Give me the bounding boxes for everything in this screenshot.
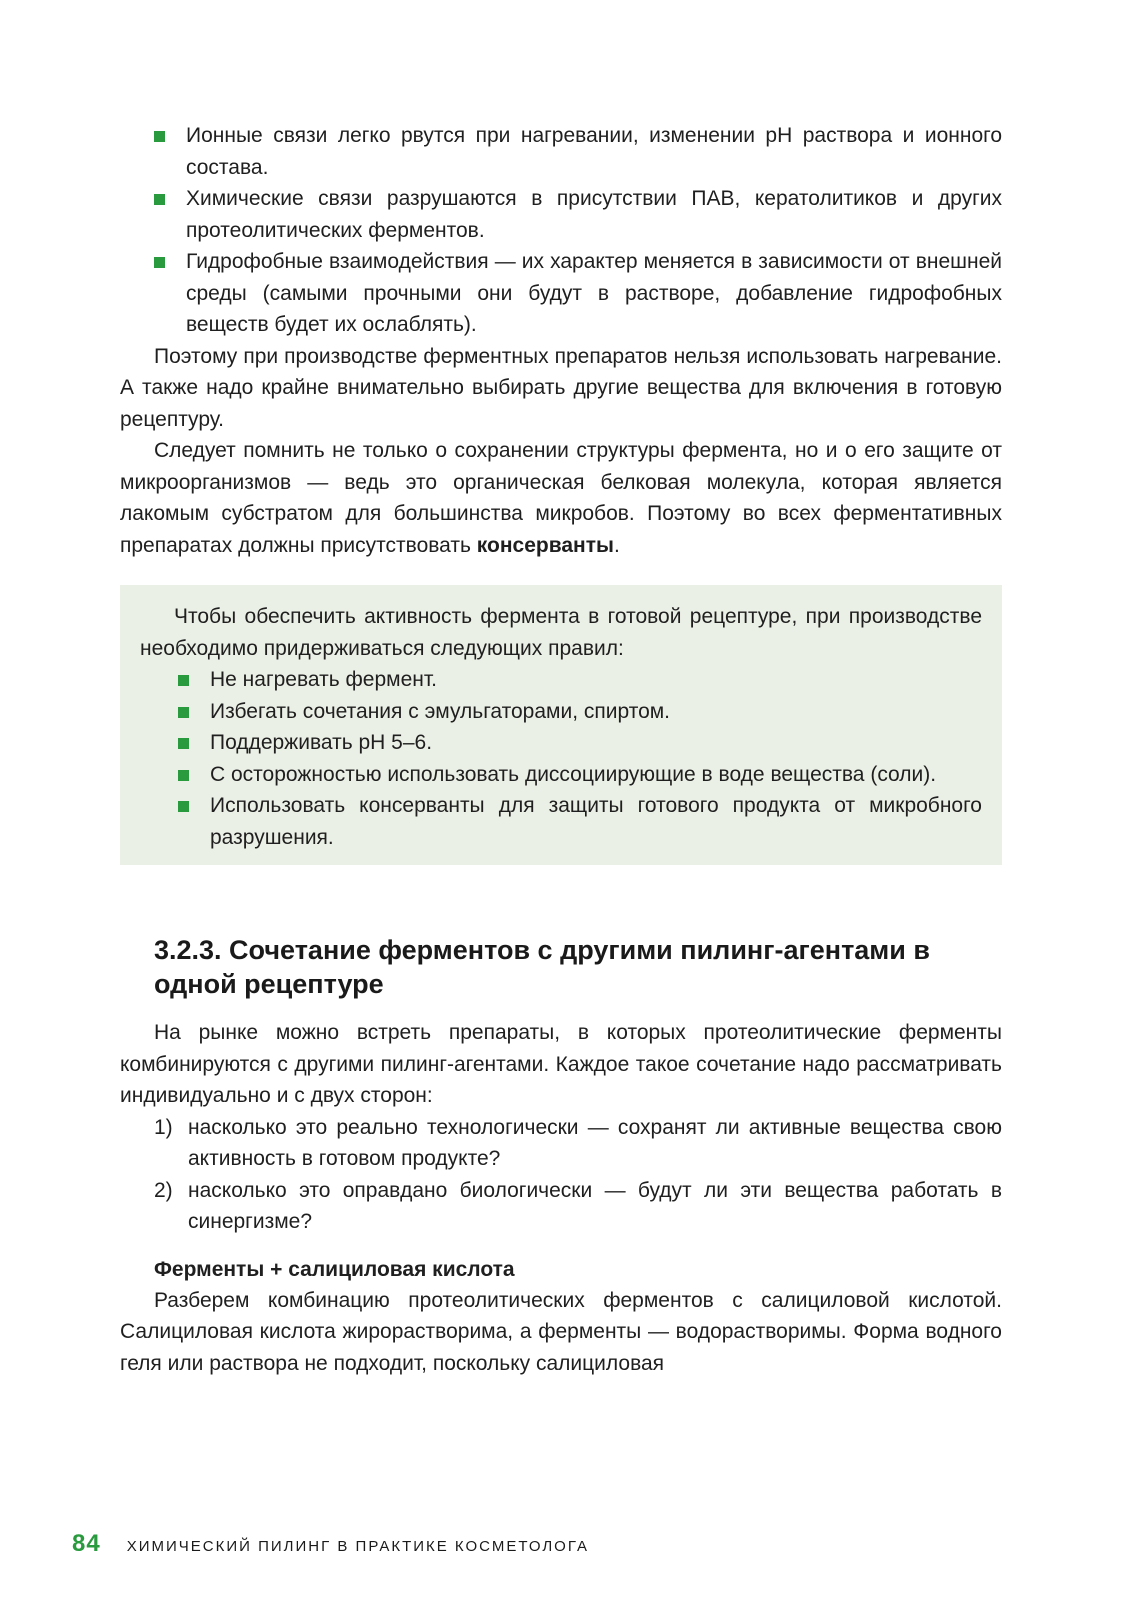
- section-heading: 3.2.3. Сочетание ферментов с другими пилинг-агентами в одной рецептуре: [154, 935, 930, 999]
- list-item: Поддерживать pH 5–6.: [140, 727, 982, 759]
- square-bullet-icon: [178, 770, 189, 781]
- numbered-list: [120, 1112, 1002, 1238]
- square-bullet-icon: [178, 675, 189, 686]
- list-item: Использовать консерванты для защиты готового продукта от микробного разрушения.: [140, 790, 982, 853]
- list-item: 1) насколько это реально технологически — сохранят ли активные вещества свою активность в готовом продукте?: [120, 1112, 1002, 1175]
- section-body: [120, 1017, 1002, 1379]
- rules-list: [140, 664, 982, 853]
- list-number: 1): [154, 1115, 173, 1139]
- list-item: Ионные связи легко рвутся при нагревании, изменении pH раствора и ионного состава.: [120, 120, 1002, 183]
- list-item: 2) насколько это оправдано биологически — будут ли эти вещества работать в синергизме?: [120, 1175, 1002, 1238]
- paragraph-heating: Поэтому при производстве ферментных препаратов нельзя использовать нагревание. А также надо крайне внимательно выбирать другие вещества для включения в готовую рецептуру.: [120, 344, 1002, 431]
- bold-term-preservatives: консерванты: [476, 533, 614, 557]
- page-footer: [72, 1530, 589, 1558]
- list-number: 2): [154, 1178, 173, 1202]
- square-bullet-icon: [178, 738, 189, 749]
- running-title: ХИМИЧЕСКИЙ ПИЛИНГ В ПРАКТИКЕ КОСМЕТОЛОГА: [126, 1538, 589, 1555]
- square-bullet-icon: [178, 801, 189, 812]
- list-item: Избегать сочетания с эмульгаторами, спиртом.: [140, 696, 982, 728]
- square-bullet-icon: [154, 257, 165, 268]
- list-item: Химические связи разрушаются в присутствии ПАВ, кератолитиков и других протеолитических ферментов.: [120, 183, 1002, 246]
- list-item: Не нагревать фермент.: [140, 664, 982, 696]
- list-item: Гидрофобные взаимодействия — их характер меняется в зависимости от внешней среды (самыми прочными они будут в растворе, добавление гидрофобных веществ будет их ослаблять).: [120, 246, 1002, 341]
- paragraph-preservatives: Следует помнить не только о сохранении структуры фермента, но и о его защите от микроорганизмов — ведь это органическая белковая молекула, которая является лакомым субстратом для большинства микробов. Поэтому во всех ферментативных препаратах должны присутствовать консерванты.: [120, 439, 1002, 557]
- square-bullet-icon: [178, 707, 189, 718]
- square-bullet-icon: [154, 131, 165, 142]
- page-number: 84: [72, 1530, 101, 1557]
- rules-callout-box: [120, 585, 1002, 865]
- section-intro: На рынке можно встреть препараты, в которых протеолитические ферменты комбинируются с другими пилинг-агентами. Каждое такое сочетание надо рассматривать индивидуально и с двух сторон:: [120, 1021, 1002, 1107]
- page-content: [120, 120, 1002, 1379]
- section-paragraph: Разберем комбинацию протеолитических ферментов с салициловой кислотой. Салициловая кислота жирорастворима, а ферменты — водорастворимы. Форма водного геля или раствора не подходит, поскольку салициловая: [120, 1288, 1002, 1375]
- square-bullet-icon: [154, 194, 165, 205]
- top-bullet-list: [120, 120, 1002, 341]
- list-item: С осторожностью использовать диссоциирующие в воде вещества (соли).: [140, 759, 982, 791]
- subheading: Ферменты + салициловая кислота: [154, 1257, 515, 1281]
- rules-intro: Чтобы обеспечить активность фермента в готовой рецептуре, при производстве необходимо придерживаться следующих правил:: [140, 605, 982, 660]
